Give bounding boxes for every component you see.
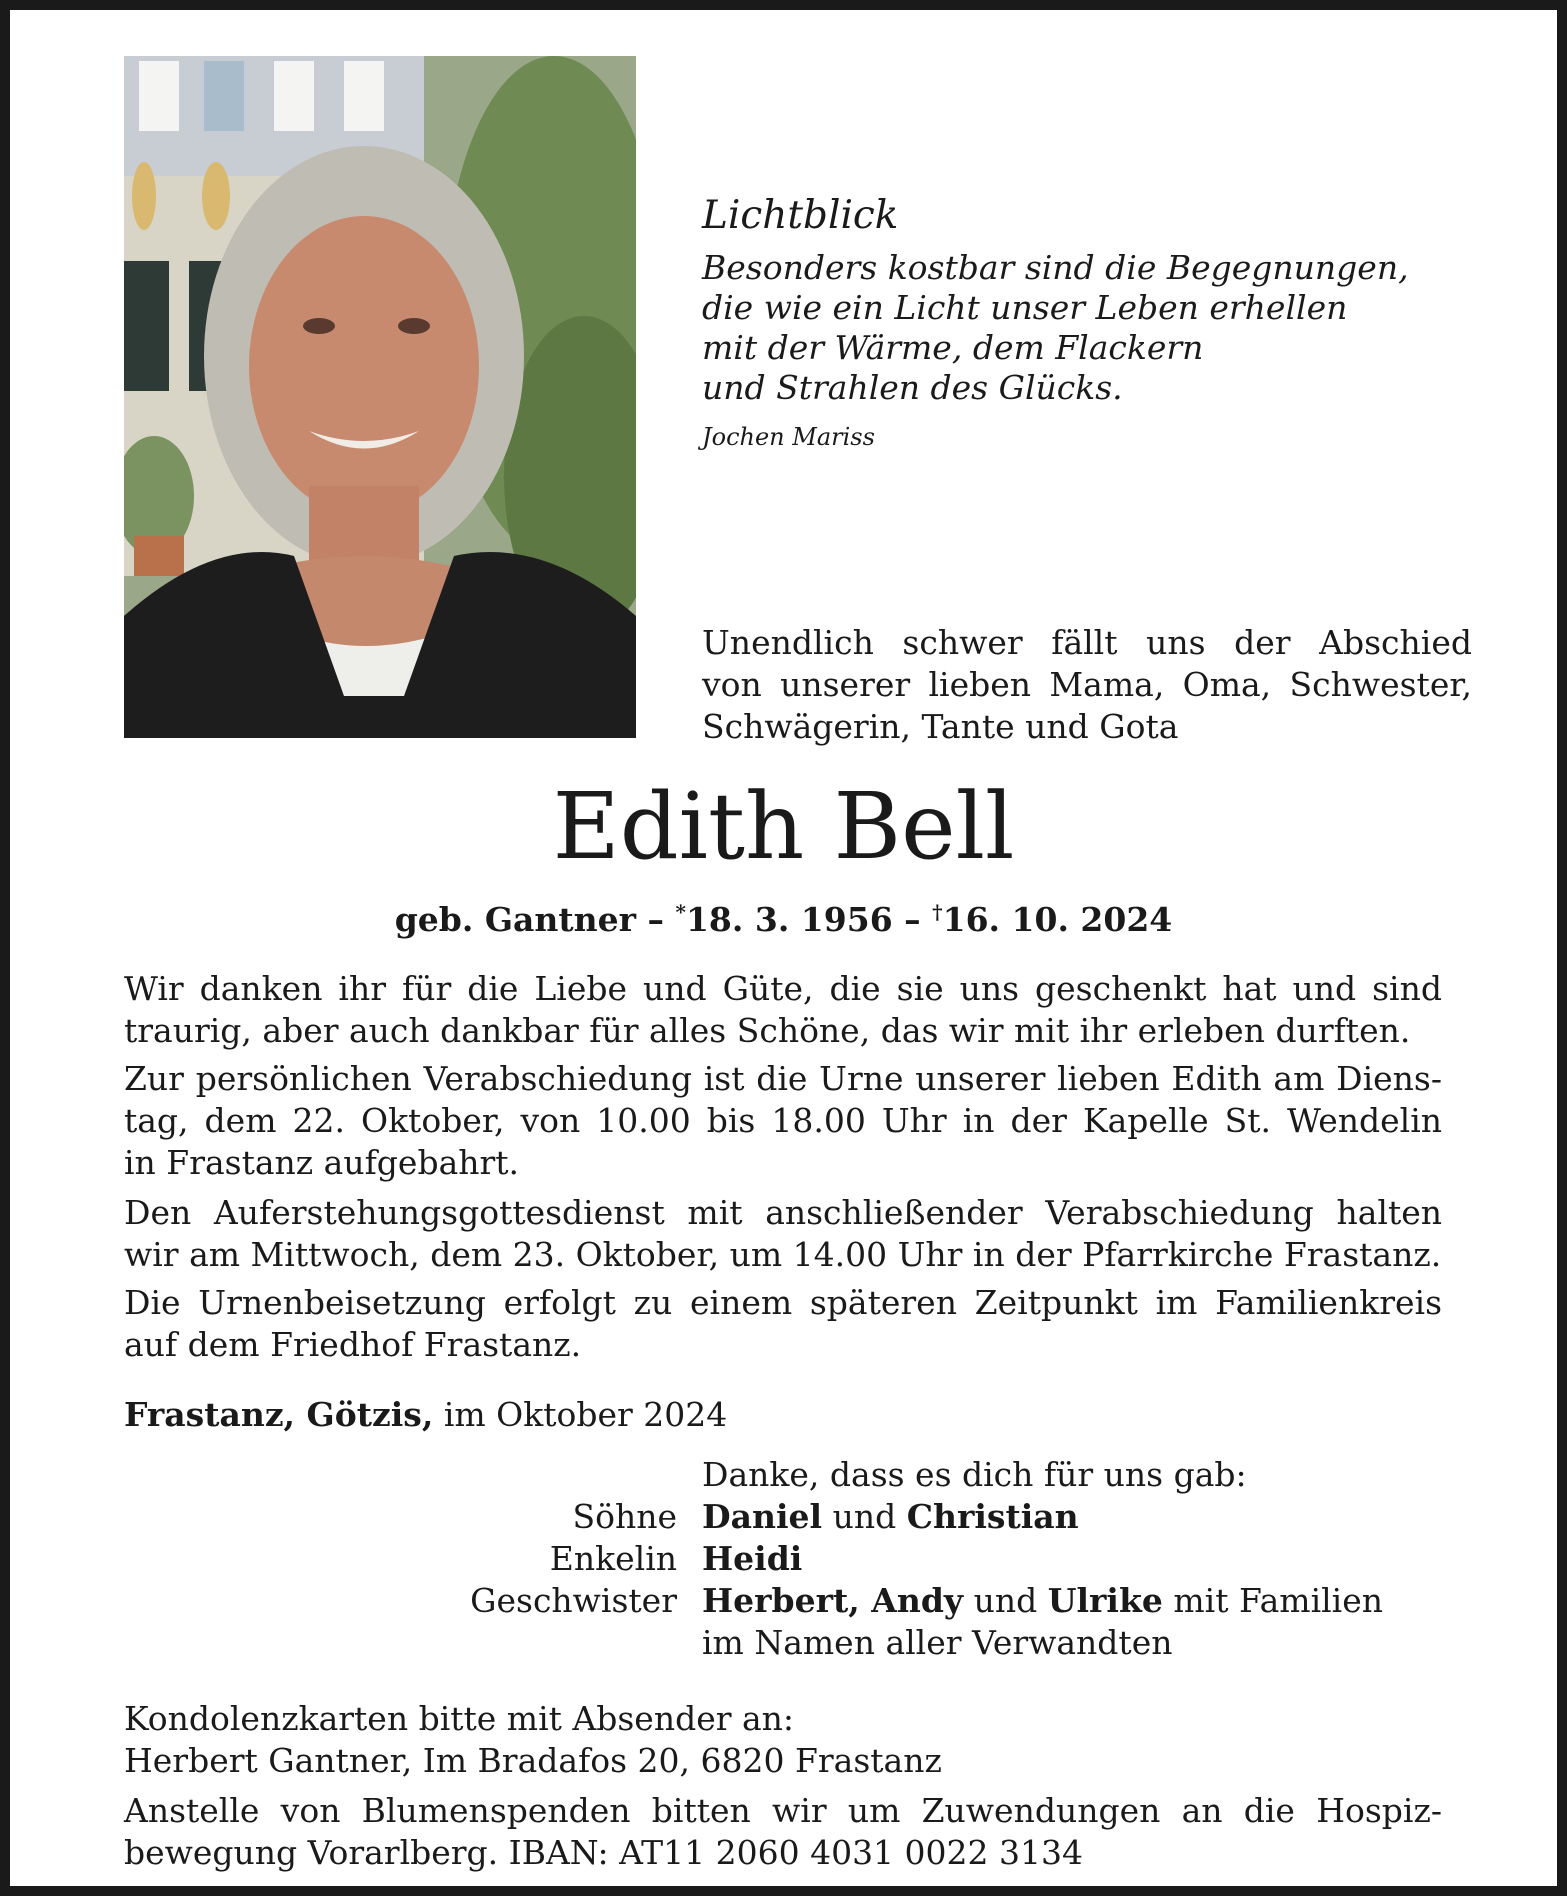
family-row-grandchild	[10, 1538, 1557, 1580]
intro-line: Unendlich schwer fällt uns der Abschied	[702, 623, 1472, 662]
deceased-name: Edith Bell	[552, 773, 1015, 880]
life-dates	[10, 890, 1557, 942]
paragraph-service	[124, 1192, 1442, 1276]
family-label: Geschwister	[470, 1581, 677, 1620]
dash: –	[904, 900, 921, 939]
family-names	[702, 1580, 1383, 1622]
paragraph-line: Wir danken ihr für die Liebe und Güte, die sie uns geschenkt hat und sind	[124, 969, 1442, 1008]
poem-line: Besonders kostbar sind die Begegnungen,	[702, 248, 1409, 287]
family-row-sons	[10, 1496, 1557, 1538]
paragraph-line: Den Auferstehungsgottesdienst mit anschließender Verabschiedung halten	[124, 1193, 1442, 1232]
condolence-address	[124, 1698, 1442, 1782]
donation-note	[124, 1790, 1442, 1874]
donation-line: Anstelle von Blumenspenden bitten wir um Zuwendungen an die Hospiz-	[124, 1791, 1442, 1830]
poem-line: und Strahlen des Glücks.	[702, 368, 1123, 407]
sibling-name: Ulrike	[1047, 1581, 1163, 1620]
condolence-line: Kondolenzkarten bitte mit Absender an:	[124, 1699, 795, 1738]
conjunction: und	[832, 1497, 897, 1536]
birth-date: 18. 3. 1956	[685, 900, 893, 939]
paragraph-line: traurig, aber auch dankbar für alles Schöne, das wir mit ihr erleben durften.	[124, 1011, 1411, 1050]
donation-line: bewegung Vorarlberg. IBAN: AT11 2060 4031 0022 3134	[124, 1833, 1083, 1872]
paragraph-line: auf dem Friedhof Frastanz.	[124, 1325, 582, 1364]
condolence-line: Herbert Gantner, Im Bradafos 20, 6820 Frastanz	[124, 1741, 942, 1780]
paragraph-thanks	[124, 968, 1442, 1052]
intro-line: von unserer lieben Mama, Oma, Schwester,	[702, 665, 1472, 704]
family-names	[702, 1496, 1079, 1538]
son-name: Christian	[906, 1497, 1079, 1536]
intro-line: Schwägerin, Tante und Gota	[702, 707, 1179, 746]
death-date: 16. 10. 2024	[942, 900, 1173, 939]
family-label: Enkelin	[549, 1539, 677, 1578]
poem-line: die wie ein Licht unser Leben erhellen	[702, 288, 1348, 327]
signoff	[124, 1394, 727, 1436]
paragraph-line: Zur persönlichen Verabschiedung ist die Urne unserer lieben Edith am Diens-	[124, 1059, 1442, 1098]
family-label: Söhne	[572, 1497, 677, 1536]
paragraph-line: tag, dem 22. Oktober, von 10.00 bis 18.00 Uhr in der Kapelle St. Wendelin	[124, 1101, 1442, 1140]
son-name: Daniel	[702, 1497, 823, 1536]
family-list	[10, 1454, 1557, 1664]
family-names	[702, 1538, 802, 1580]
conjunction: und	[973, 1581, 1038, 1620]
family-row-siblings	[10, 1580, 1557, 1622]
intro-text	[702, 622, 1472, 748]
family-thanks: Danke, dass es dich für uns gab:	[702, 1455, 1247, 1494]
portrait-image	[124, 56, 636, 738]
signoff-places: Frastanz, Götzis,	[124, 1395, 434, 1434]
paragraph-line: in Frastanz aufgebahrt.	[124, 1143, 520, 1182]
sibling-names: Herbert, Andy	[702, 1581, 964, 1620]
dash: –	[647, 900, 664, 939]
poem-title: Lichtblick	[702, 193, 899, 238]
paragraph-burial	[124, 1282, 1442, 1366]
obituary-page	[10, 10, 1557, 1886]
poem-line: mit der Wärme, dem Flackern	[702, 328, 1204, 367]
signoff-date: im Oktober 2024	[443, 1395, 728, 1434]
family-row-relatives	[10, 1622, 1557, 1664]
birth-symbol: *	[675, 900, 686, 924]
poem-author: Jochen Mariss	[702, 423, 875, 451]
poem	[702, 192, 1462, 452]
death-symbol: †	[932, 900, 943, 924]
paragraph-viewing	[124, 1058, 1442, 1184]
grandchild-name: Heidi	[702, 1539, 803, 1578]
portrait-photo	[124, 56, 636, 738]
siblings-suffix: mit Familien	[1173, 1581, 1384, 1620]
family-thanks-row	[10, 1454, 1557, 1496]
paragraph-line: Die Urnenbeisetzung erfolgt zu einem späteren Zeitpunkt im Familienkreis	[124, 1283, 1442, 1322]
relatives-text: im Namen aller Verwandten	[702, 1623, 1173, 1662]
paragraph-line: wir am Mittwoch, dem 23. Oktober, um 14.00 Uhr in der Pfarrkirche Frastanz.	[124, 1235, 1442, 1274]
birth-name: geb. Gantner	[394, 900, 636, 939]
